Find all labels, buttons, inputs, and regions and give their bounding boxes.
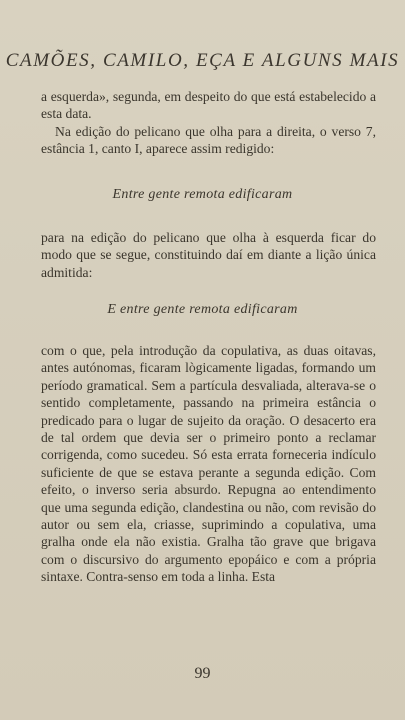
verse-quote-second: E entre gente remota edificaram — [107, 302, 298, 317]
paragraph-edition-left: para na edição do pelicano que olha à esquerda ficar do modo que se segue, constituindo daí em diante a lição única admitida: — [41, 230, 376, 280]
running-head: CAMÕES, CAMILO, EÇA E ALGUNS MAIS — [5, 50, 400, 71]
paragraph-edition-right: Na edição do pelicano que olha para a direita, o verso 7, estância 1, canto I, aparece assim redigido: — [41, 124, 376, 157]
page-number: 99 — [194, 665, 211, 682]
verse-quote-first: Entre gente remota edificaram — [112, 187, 293, 202]
paragraph-argument: com o que, pela introdução da copulativa, as duas oitavas, antes autónomas, ficaram lògicamente ligadas, formando um período gramatical. Sem a partícula desvaliada, alterava-se o sentido completamente, passando na primeira estância o predicado para o lugar de sujeito da oração. O desacerto era de tal ordem que devia ser o primeiro ponto a reclamar corrigenda, como sucedeu. Só esta errata forneceria indículo suficiente de que se estava perante a segunda edição. Com efeito, o inverso seria absurdo. Repugna ao entendimento que uma segunda edição, clandestina ou não, com revisão do autor ou sem ela, criasse, suprimindo a copulativa, uma gralha onde ela não existia. Gralha tão grave que brigava com o discursivo do argumento epopáico e com a própria sintaxe. Contra-senso em toda a linha. Esta — [41, 343, 376, 585]
paragraph-continuation: a esquerda», segunda, em despeito do que está estabelecido a esta data. — [41, 89, 376, 122]
